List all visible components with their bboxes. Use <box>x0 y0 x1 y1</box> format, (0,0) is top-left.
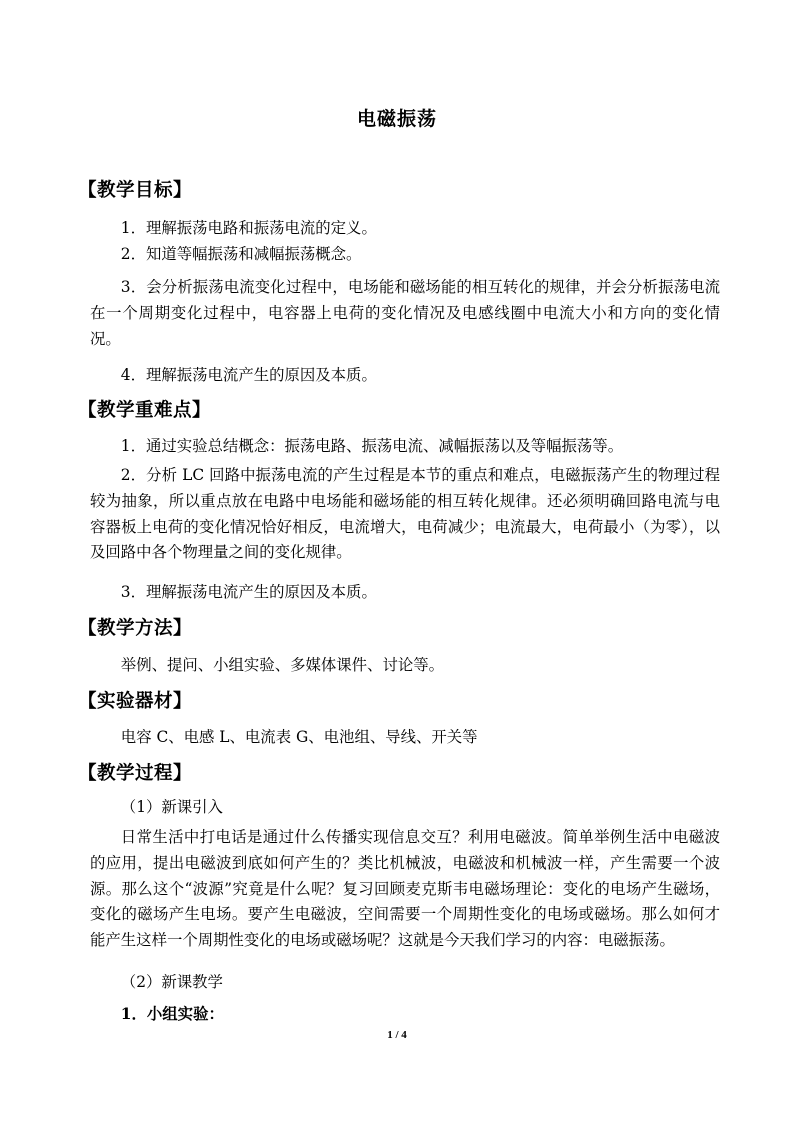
process-teaching-label: （2）新课教学 <box>120 973 223 991</box>
goal-item-4: 4．理解振荡电流产生的原因及本质。 <box>120 366 377 384</box>
section-heading-methods: 【教学方法】 <box>78 618 193 639</box>
methods-text: 举例、提问、小组实验、多媒体课件、讨论等。 <box>120 656 445 674</box>
process-intro-label: （1）新课引入 <box>120 798 223 816</box>
goal-item-2: 2．知道等幅振荡和减幅振荡概念。 <box>120 245 362 263</box>
key-point-item-2: 2．分析 LC 回路中振荡电流的产生过程是本节的重点和难点，电磁振荡产生的物理过程较为抽象，所以重点放在电路中电场能和磁场能的相互转化规律。还必须明确回路电流与电容器板上电荷的变化情况恰好相反，电流增大，电荷减少；电流最大，电荷最小（为零），以及回路中各个物理量之间的变化规律。 <box>90 466 720 562</box>
page-number: 1 / 4 <box>387 1029 407 1041</box>
goal-item-1: 1．理解振荡电路和振荡电流的定义。 <box>120 219 377 237</box>
process-experiment-label: 1．小组实验： <box>120 1005 224 1023</box>
section-heading-process: 【教学过程】 <box>78 763 193 784</box>
key-point-item-1: 1．通过实验总结概念：振荡电路、振荡电流、减幅振荡以及等幅振荡等。 <box>120 437 624 455</box>
goal-item-3: 3．会分析振荡电流变化过程中，电场能和磁场能的相互转化的规律，并会分析振荡电流在一个周期变化过程中，电容器上电荷的变化情况及电感线圈中电流大小和方向的变化情况。 <box>90 278 720 348</box>
key-point-item-3: 3．理解振荡电流产生的原因及本质。 <box>120 583 377 601</box>
process-intro-text: 日常生活中打电话是通过什么传播实现信息交互？利用电磁波。简单举例生活中电磁波的应用，提出电磁波到底如何产生的？类比机械波，电磁波和机械波一样，产生需要一个波源。那么这个“波源”究竟是什么呢？复习回顾麦克斯韦电磁场理论：变化的电场产生磁场，变化的磁场产生电场。要产生电磁波，空间需要一个周期性变化的电场或磁场。那么如何才能产生这样一个周期性变化的电场或磁场呢？这就是今天我们学习的内容：电磁振荡。 <box>90 828 720 950</box>
section-heading-equipment: 【实验器材】 <box>78 691 193 712</box>
section-heading-goals: 【教学目标】 <box>78 180 193 201</box>
page-title: 电磁振荡 <box>356 108 437 130</box>
equipment-text: 电容 C、电感 L、电流表 G、电池组、导线、开关等 <box>120 728 478 746</box>
section-heading-key-points: 【教学重难点】 <box>78 400 212 421</box>
